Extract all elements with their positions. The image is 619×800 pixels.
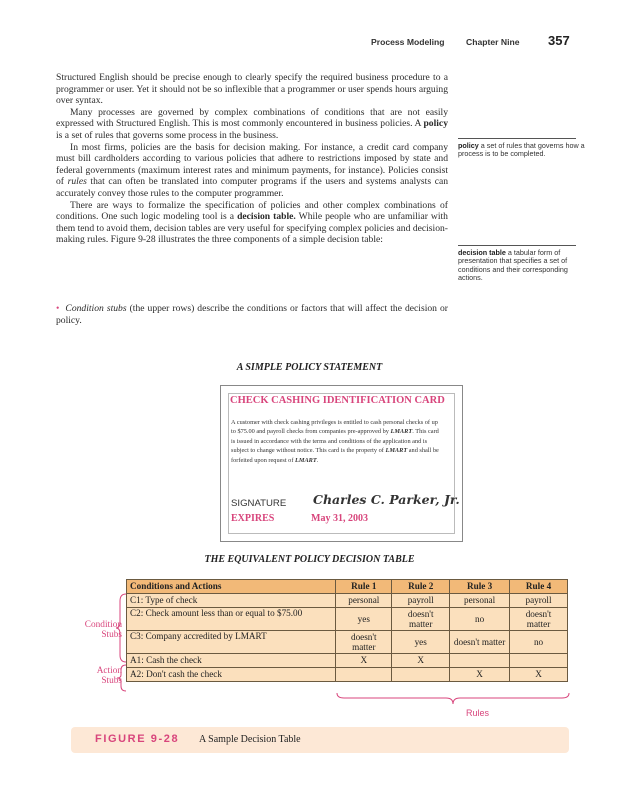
table-row [127,631,568,654]
paragraph-1: Structured English should be precise enough to clearly specify the required business procedure to a programmer or user. Yet it should not be so inflexible that a programmer or user spends hours arguing over syntax. [56,72,448,107]
table-row [127,668,568,682]
table-cell: personal [336,594,392,608]
decision-table-title: THE EQUIVALENT POLICY DECISION TABLE [204,554,415,565]
condition-brace-icon [116,593,128,663]
action-brace-icon [116,664,128,692]
card-title: CHECK CASHING IDENTIFICATION CARD [230,395,445,406]
bullet-icon: • [56,303,66,314]
figure-number: FIGURE 9-28 [95,733,180,745]
table-row [127,654,568,668]
margin-definition-decision-table: decision table a tabular form of presentation that specifies a set of conditions and their corresponding actions. [458,248,568,283]
table-header: Rule 4 [510,580,568,594]
margin-rule-1 [458,138,576,139]
table-cell: personal [450,594,510,608]
paragraph-3: In most firms, policies are the basis for decision making. For instance, a credit card company must bill cardholders according to various policies that adhere to restrictions imposed by state and federal governments (maximum interest rates and minimum payments, for instance). Policies consist of rules that can often be translated into computer programs if the users and systems analysts can accurately convey those rules to the computer programmer. [56,141,449,199]
body-text [56,72,448,246]
expires-value: May 31, 2003 [311,513,368,524]
table-cell: X [450,668,510,682]
paragraph-4: There are ways to formalize the specification of policies and other complex combinations of conditions. One such logic modeling tool is a decision table. While people who are unfamiliar with them tend to avoid them, decision tables are very useful for specifying complex policies and decision-making rules. Figure 9-28 illustrates the three components of a simple decision table: [56,199,448,246]
rules-label: Rules [466,708,490,718]
table-cell: X [392,654,450,668]
table-cell: doesn't matter [336,631,392,654]
table-cell [392,668,450,682]
table-cell [450,654,510,668]
table-cell [510,654,568,668]
margin-definition-policy: policy a set of rules that governs how a process is to be completed. [458,141,585,159]
table-header: Rule 3 [450,580,510,594]
table-cell: payroll [392,594,450,608]
action-stubs-label: Action Stubs [96,666,122,686]
term-policy: policy [423,118,448,130]
table-cell: C2: Check amount less than or equal to $75.00 [127,608,336,631]
table-row [127,608,568,631]
table-cell: yes [392,631,450,654]
figure-caption [71,727,569,753]
condition-stubs-label: Condition Stubs [84,620,122,640]
table-cell: A2: Don't cash the check [127,668,336,682]
table-header: Conditions and Actions [127,580,336,594]
table-cell: X [510,668,568,682]
table-cell [336,668,392,682]
table-cell: C3: Company accredited by LMART [127,631,336,654]
policy-statement-title: A SIMPLE POLICY STATEMENT [236,362,383,373]
expires-label: EXPIRES [231,513,275,524]
table-cell: C1: Type of check [127,594,336,608]
signature-value: Charles C. Parker, Jr. [313,492,460,507]
table-cell: yes [336,608,392,631]
table-cell: doesn't matter [392,608,450,631]
table-header: Rule 2 [392,580,450,594]
decision-table [126,579,568,682]
figure-caption-text: A Sample Decision Table [199,734,301,745]
table-cell: no [450,608,510,631]
running-header-section: Process Modeling [371,37,445,47]
table-cell: X [336,654,392,668]
running-header-chapter: Chapter Nine [466,37,520,47]
paragraph-2: Many processes are governed by complex combinations of conditions that are not easily expressed with Structured English. This is most commonly encountered in business policies. A policy is a set of rules that governs some process in the business. [56,106,448,141]
table-row [127,594,568,608]
table-cell: doesn't matter [510,608,568,631]
signature-label: SIGNATURE [231,498,287,509]
bullet-condition-stubs: • Condition stubs (the upper rows) describe the conditions or factors that will affect the decision or policy. [56,303,448,326]
table-header-row [127,580,568,594]
table-cell: payroll [510,594,568,608]
id-card [220,385,463,542]
margin-rule-2 [458,245,576,246]
page-number: 357 [548,33,570,48]
emphasis-rules: rules [67,176,87,188]
table-cell: A1: Cash the check [127,654,336,668]
table-header: Rule 1 [336,580,392,594]
table-cell: no [510,631,568,654]
rules-brace-icon [336,692,570,706]
card-body-text: A customer with check cashing privileges is entitled to cash personal checks of up to $75.00 and payroll checks from companies pre-approved by LMART. This card is issued in accordance with the terms and conditions of the application and is subject to change without notice. This card is the property of LMART and shall be forfeited upon request of LMART. [231,419,439,464]
table-cell: doesn't matter [450,631,510,654]
term-decision-table: decision table. [237,211,296,223]
